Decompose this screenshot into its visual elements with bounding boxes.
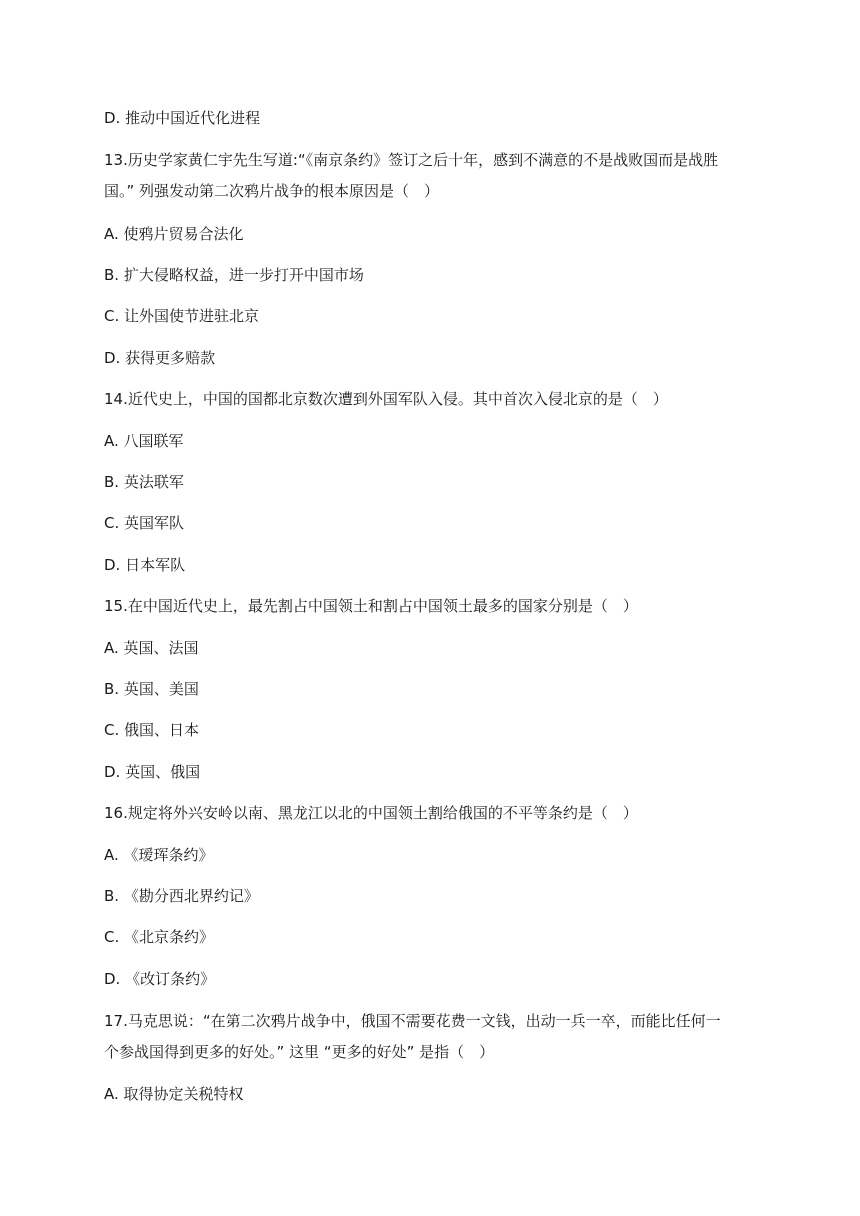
q15-option-d: D. 英国、俄国 — [104, 763, 201, 781]
q14-stem: 14.近代史上，中国的国都北京数次遭到外国军队入侵。其中首次入侵北京的是（ ） — [104, 390, 668, 408]
q15-stem: 15.在中国近代史上，最先割占中国领土和割占中国领土最多的国家分别是（ ） — [104, 597, 638, 615]
q16-option-b: B. 《勘分西北界约记》 — [104, 887, 259, 905]
q14-option-b: B. 英法联军 — [104, 473, 184, 491]
q12-option-d: D. 推动中国近代化进程 — [104, 109, 261, 127]
q16-option-d: D. 《改订条约》 — [104, 970, 216, 988]
q17-stem-line2: 个参战国得到更多的好处。” 这里 “更多的好处” 是指（ ） — [104, 1043, 495, 1061]
q15-option-b: B. 英国、美国 — [104, 680, 199, 698]
q13-option-b: B. 扩大侵略权益，进一步打开中国市场 — [104, 266, 364, 284]
q13-stem-line1: 13.历史学家黄仁宇先生写道:“《南京条约》签订之后十年，感到不满意的不是战败国而是战胜 — [104, 151, 719, 169]
q17-stem-line1: 17.马克思说：“在第二次鸦片战争中，俄国不需要花费一文钱，出动一兵一卒，而能比任何一 — [104, 1012, 721, 1030]
q16-stem: 16.规定将外兴安岭以南、黑龙江以北的中国领土割给俄国的不平等条约是（ ） — [104, 804, 638, 822]
q16-option-a: A. 《瑷珲条约》 — [104, 846, 214, 864]
q13-option-a: A. 使鸦片贸易合法化 — [104, 225, 244, 243]
q15-option-a: A. 英国、法国 — [104, 639, 199, 657]
q16-option-c: C. 《北京条约》 — [104, 928, 215, 946]
q14-option-d: D. 日本军队 — [104, 556, 186, 574]
q13-option-d: D. 获得更多赔款 — [104, 349, 216, 367]
q13-stem-line2: 国。” 列强发动第二次鸦片战争的根本原因是（ ） — [104, 182, 440, 200]
q14-option-c: C. 英国军队 — [104, 514, 185, 532]
q14-option-a: A. 八国联军 — [104, 432, 184, 450]
q13-option-c: C. 让外国使节进驻北京 — [104, 307, 260, 325]
q17-option-a: A. 取得协定关税特权 — [104, 1085, 244, 1103]
q15-option-c: C. 俄国、日本 — [104, 721, 200, 739]
